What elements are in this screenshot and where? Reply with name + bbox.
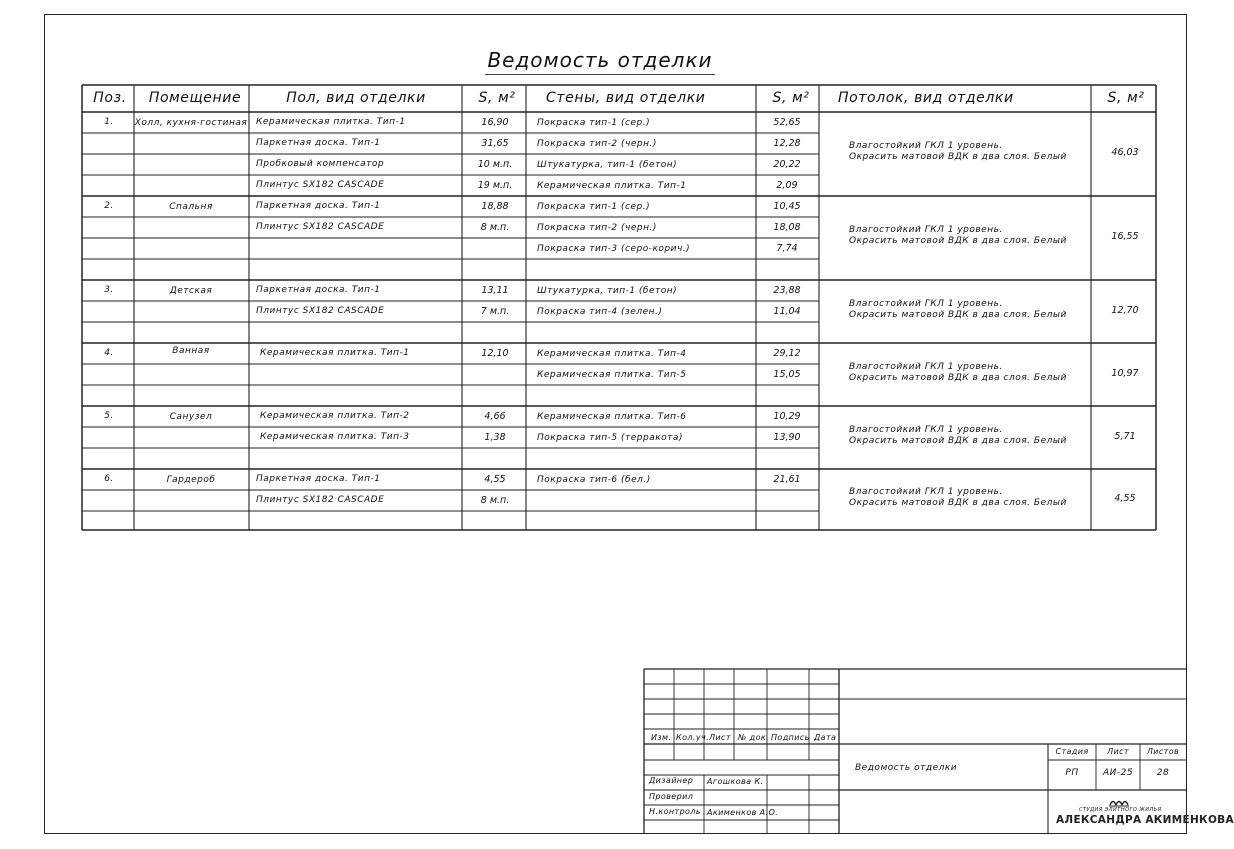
ceiling-area: 4,55 bbox=[1114, 492, 1136, 504]
stamp-col-doc: № док. bbox=[738, 733, 770, 742]
wall-finish: Керамическая плитка. Тип-6 bbox=[537, 412, 687, 422]
ceiling-area: 12,70 bbox=[1111, 304, 1139, 316]
header-floor-area: S, м² bbox=[478, 90, 516, 106]
wall-finish: Покраска тип-6 (бел.) bbox=[537, 475, 651, 485]
wall-area: 2,09 bbox=[776, 180, 798, 191]
header-pos: Поз. bbox=[93, 90, 127, 106]
wall-area: 23,88 bbox=[773, 285, 801, 296]
floor-area: 18,88 bbox=[481, 201, 509, 212]
wall-finish: Покраска тип-5 (терракота) bbox=[537, 433, 683, 443]
wall-finish: Покраска тип-2 (черн.) bbox=[537, 223, 657, 233]
floor-area: 12,10 bbox=[481, 348, 509, 359]
wall-finish: Штукатурка, тип-1 (бетон) bbox=[537, 286, 678, 296]
floor-area: 8 м.п. bbox=[480, 222, 510, 233]
ceiling-area: 5,71 bbox=[1114, 430, 1136, 442]
wall-finish: Покраска тип-4 (зелен.) bbox=[537, 307, 663, 317]
ceiling-finish-line2: Окрасить матовой ВДК в два слоя. Белый bbox=[849, 309, 1067, 320]
floor-finish: Плинтус SX182 CASCADE bbox=[256, 306, 385, 316]
wall-area: 20,22 bbox=[773, 159, 801, 170]
floor-area: 4,66 bbox=[484, 411, 506, 422]
header-ceiling-area: S, м² bbox=[1107, 90, 1145, 106]
ceiling-area: 10,97 bbox=[1111, 367, 1139, 379]
stamp-sheet-label: Лист bbox=[1107, 747, 1129, 756]
room-name: Ванная bbox=[172, 346, 210, 356]
stamp-designer-label: Дизайнер bbox=[649, 776, 694, 785]
wall-area: 11,04 bbox=[773, 306, 801, 317]
stamp-col-sign: Подпись bbox=[771, 733, 810, 742]
wall-area: 10,45 bbox=[773, 201, 801, 212]
ceiling-area: 46,03 bbox=[1111, 147, 1139, 158]
header-room: Помещение bbox=[148, 90, 242, 106]
wall-finish: Покраска тип-2 (черн.) bbox=[537, 139, 657, 149]
floor-finish: Керамическая плитка. Тип-3 bbox=[260, 432, 410, 442]
room-pos: 1. bbox=[104, 117, 114, 127]
stamp-sheet-name: Ведомость отделки bbox=[855, 763, 958, 773]
floor-area: 13,11 bbox=[481, 285, 509, 296]
room-pos: 4. bbox=[104, 348, 114, 358]
stamp-designer: Агошкова К. bbox=[707, 777, 764, 786]
ceiling-finish-line2: Окрасить матовой ВДК в два слоя. Белый bbox=[849, 435, 1067, 446]
wall-finish: Керамическая плитка. Тип-1 bbox=[537, 181, 687, 191]
stamp-norm-label: Н.контроль bbox=[649, 807, 701, 816]
stamp-sheets-total: 28 bbox=[1156, 768, 1170, 778]
header-floor: Пол, вид отделки bbox=[286, 90, 426, 106]
floor-area: 4,55 bbox=[484, 474, 506, 485]
wall-finish: Керамическая плитка. Тип-5 bbox=[537, 370, 687, 380]
room-name: Спальня bbox=[169, 202, 213, 212]
room-name: Санузел bbox=[169, 412, 213, 422]
floor-finish: Паркетная доска. Тип-1 bbox=[256, 474, 381, 484]
floor-finish: Плинтус SX182 CASCADE bbox=[256, 495, 385, 505]
wall-finish: Покраска тип-1 (сер.) bbox=[537, 202, 651, 212]
floor-area: 16,90 bbox=[481, 117, 509, 128]
ceiling-finish-line2: Окрасить матовой ВДК в два слоя. Белый bbox=[849, 236, 1067, 246]
ceiling-area: 16,55 bbox=[1111, 231, 1139, 242]
floor-finish: Плинтус SX182 CASCADE bbox=[256, 222, 385, 232]
wall-area: 21,61 bbox=[773, 474, 801, 485]
wall-area: 7,74 bbox=[776, 243, 798, 254]
room-pos: 3. bbox=[104, 285, 114, 295]
header-walls-area: S, м² bbox=[772, 90, 810, 106]
header-ceiling: Потолок, вид отделки bbox=[838, 90, 1014, 106]
stamp-sheets-label: Листов bbox=[1146, 747, 1180, 756]
room-name: Детская bbox=[169, 286, 213, 296]
floor-finish: Паркетная доска. Тип-1 bbox=[256, 138, 381, 148]
ceiling-finish-line1: Влагостойкий ГКЛ 1 уровень. bbox=[849, 486, 1003, 497]
wall-finish: Покраска тип-1 (сер.) bbox=[537, 118, 651, 128]
stamp-col-izm: Изм. bbox=[651, 733, 672, 742]
floor-area: 10 м.п. bbox=[477, 159, 513, 170]
wall-area: 12,28 bbox=[773, 138, 801, 149]
stamp-stage: РП bbox=[1065, 768, 1079, 778]
header-walls: Стены, вид отделки bbox=[546, 90, 706, 106]
floor-area: 8 м.п. bbox=[480, 495, 510, 506]
floor-finish: Керамическая плитка. Тип-1 bbox=[256, 117, 406, 127]
wall-finish: Штукатурка, тип-1 (бетон) bbox=[537, 160, 678, 170]
logo-name: АЛЕКСАНДРА АКИМЕНКОВА bbox=[1056, 814, 1234, 826]
sheet-title: Ведомость отделки bbox=[0, 48, 1200, 75]
wall-area: 13,90 bbox=[773, 432, 801, 443]
stamp-sheet-no: АИ-25 bbox=[1102, 768, 1134, 778]
floor-area: 19 м.п. bbox=[477, 180, 513, 191]
ceiling-finish-line1: Влагостойкий ГКЛ 1 уровень. bbox=[849, 361, 1003, 372]
floor-finish: Паркетная доска. Тип-1 bbox=[256, 285, 381, 295]
floor-finish: Керамическая плитка. Тип-1 bbox=[260, 348, 410, 358]
wall-finish: Керамическая плитка. Тип-4 bbox=[537, 349, 687, 359]
floor-area: 31,65 bbox=[481, 138, 509, 149]
ceiling-finish-line1: Влагостойкий ГКЛ 1 уровень. bbox=[849, 424, 1003, 435]
stamp-checked-label: Проверил bbox=[649, 792, 694, 801]
wall-area: 52,65 bbox=[773, 117, 801, 128]
room-pos: 6. bbox=[104, 474, 114, 484]
wall-area: 18,08 bbox=[773, 222, 801, 233]
ceiling-finish-line2: Окрасить матовой ВДК в два слоя. Белый bbox=[849, 152, 1067, 162]
stamp-col-kolvo: Кол.уч. bbox=[676, 733, 710, 742]
room-pos: 5. bbox=[104, 411, 114, 421]
floor-finish: Плинтус SX182 CASCADE bbox=[256, 180, 385, 190]
floor-area: 1,38 bbox=[484, 432, 506, 443]
wall-area: 10,29 bbox=[773, 411, 801, 422]
stamp-norm: Акименков А.О. bbox=[707, 808, 779, 817]
wall-area: 29,12 bbox=[773, 348, 801, 359]
ceiling-finish-line2: Окрасить матовой ВДК в два слоя. Белый bbox=[849, 497, 1067, 508]
stamp-stage-label: Стадия bbox=[1055, 747, 1089, 756]
wall-area: 15,05 bbox=[773, 369, 801, 380]
room-name: Холл, кухня-гостиная bbox=[134, 118, 248, 128]
floor-finish: Пробковый компенсатор bbox=[256, 159, 385, 169]
floor-area: 7 м.п. bbox=[480, 306, 510, 317]
logo-tagline: СТУДИЯ ЭЛИТНОГО ЖИЛЬЯ bbox=[1079, 807, 1162, 813]
stamp-col-list: Лист bbox=[709, 733, 731, 742]
ceiling-finish-line2: Окрасить матовой ВДК в два слоя. Белый bbox=[849, 372, 1067, 383]
stamp-col-date: Дата bbox=[814, 733, 837, 742]
ceiling-finish-line1: Влагостойкий ГКЛ 1 уровень. bbox=[849, 225, 1003, 235]
ceiling-finish-line1: Влагостойкий ГКЛ 1 уровень. bbox=[849, 298, 1003, 309]
wall-finish: Покраска тип-3 (серо-корич.) bbox=[537, 244, 691, 254]
logo-mark-icon bbox=[1108, 797, 1130, 807]
floor-finish: Керамическая плитка. Тип-2 bbox=[260, 411, 410, 421]
room-name: Гардероб bbox=[166, 475, 216, 485]
floor-finish: Паркетная доска. Тип-1 bbox=[256, 201, 381, 211]
room-pos: 2. bbox=[104, 201, 114, 211]
ceiling-finish-line1: Влагостойкий ГКЛ 1 уровень. bbox=[849, 141, 1003, 151]
